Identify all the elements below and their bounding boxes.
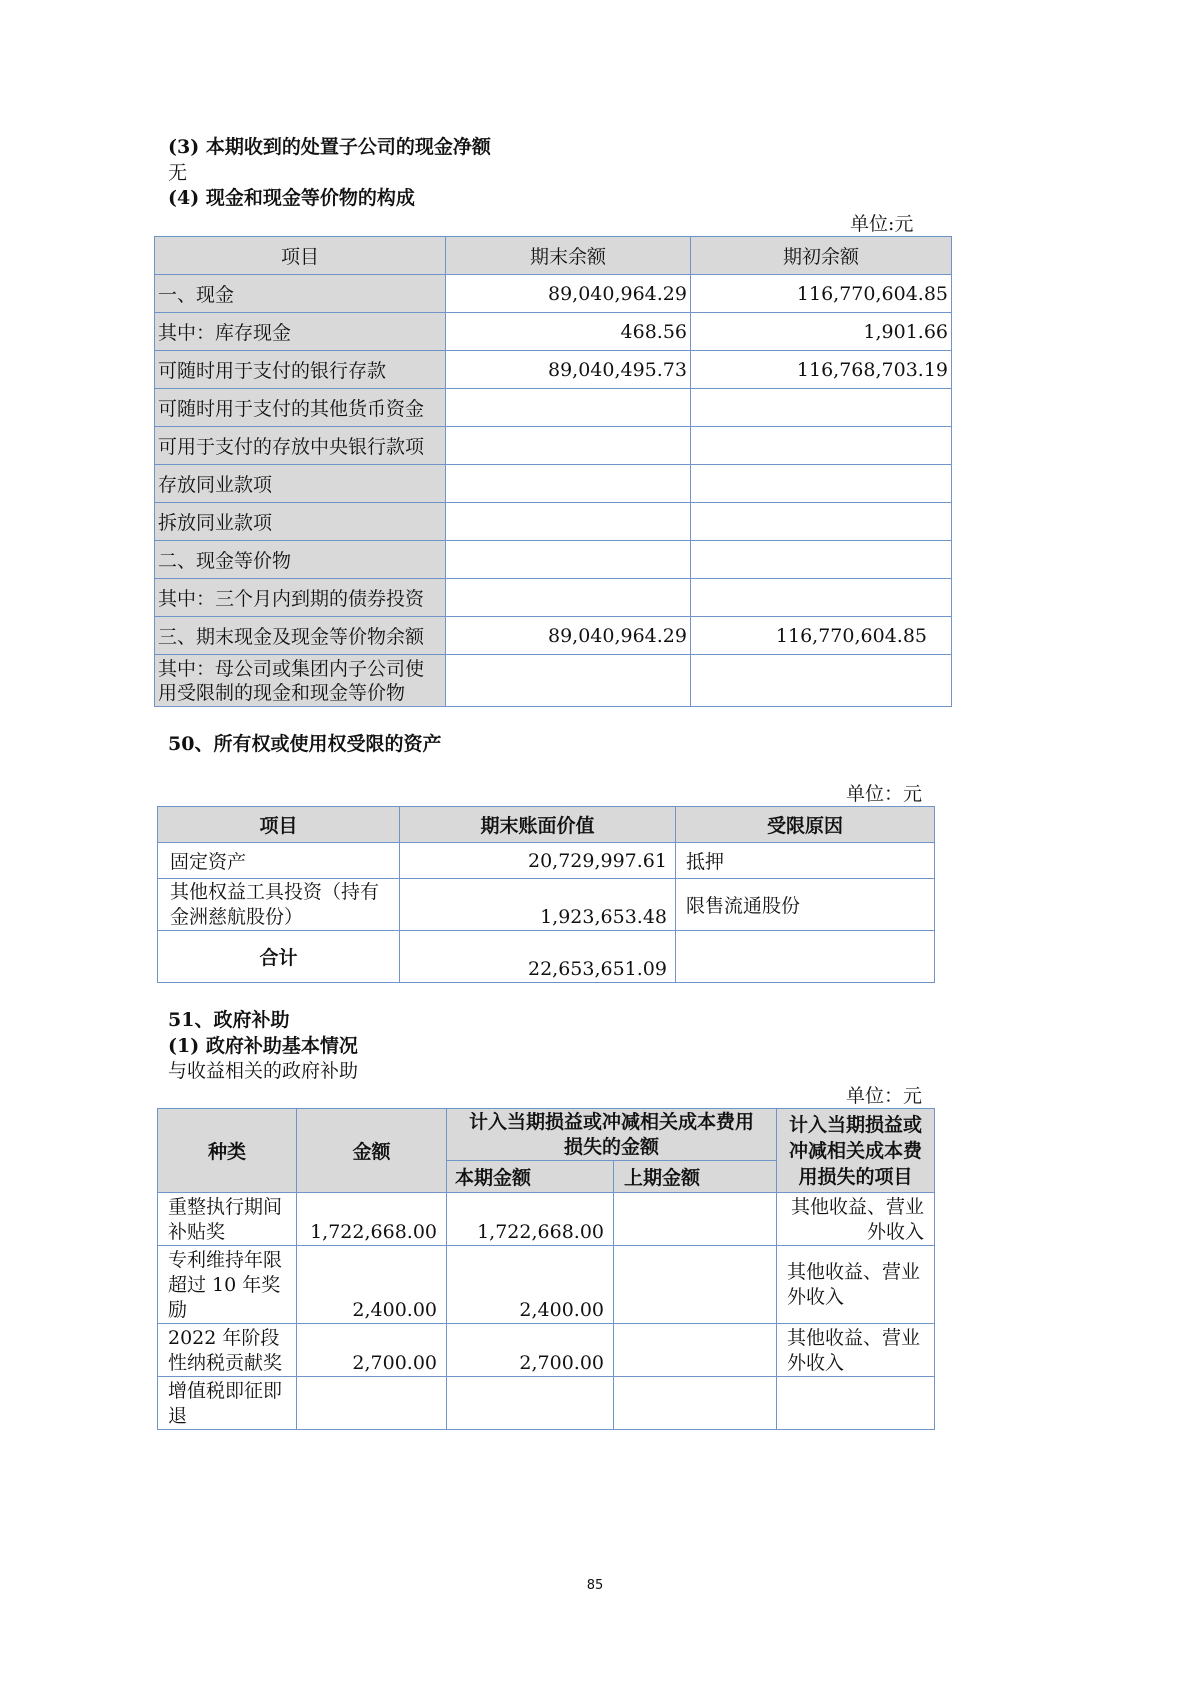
unit-label: 单位：元 [846, 783, 923, 805]
row-amount [297, 1377, 447, 1430]
section-50-title: 50、所有权或使用权受限的资产 [168, 733, 442, 755]
row-begin-value: 116,770,604.85 [691, 617, 952, 655]
row-end-value: 89,040,495.73 [446, 351, 691, 389]
section-51-subtitle: (1) 政府补助基本情况 [168, 1035, 358, 1057]
row-begin-value [691, 503, 952, 541]
row-label: 一、现金 [155, 275, 446, 313]
row-label: 可用于支付的存放中央银行款项 [155, 427, 446, 465]
page-number: 85 [586, 1578, 604, 1593]
section-3-body: 无 [168, 162, 188, 184]
table-total-row [158, 931, 935, 983]
unit-label: 单位:元 [850, 213, 914, 235]
header-restriction-reason: 受限原因 [676, 807, 935, 843]
table-row [155, 389, 952, 427]
header-begin-balance: 期初余额 [691, 237, 952, 275]
table-row [155, 427, 952, 465]
header-item: 计入当期损益或冲减相关成本费用损失的项目 [777, 1109, 935, 1193]
row-label: 其中：库存现金 [155, 313, 446, 351]
header-type: 种类 [158, 1109, 297, 1193]
row-type: 增值税即征即退 [158, 1377, 297, 1430]
table-row [155, 617, 952, 655]
table-row [155, 351, 952, 389]
row-label: 固定资产 [158, 843, 400, 879]
row-end-value [446, 503, 691, 541]
header-previous: 上期金额 [614, 1161, 777, 1193]
total-reason [676, 931, 935, 983]
table-header-row [158, 807, 935, 843]
table-row [158, 1324, 935, 1377]
table-row [155, 275, 952, 313]
table-row [155, 313, 952, 351]
row-label: 存放同业款项 [155, 465, 446, 503]
row-item: 其他收益、营业外收入 [777, 1324, 935, 1377]
row-begin-value [691, 541, 952, 579]
row-label: 可随时用于支付的银行存款 [155, 351, 446, 389]
row-end-value [446, 427, 691, 465]
row-amount: 2,400.00 [297, 1246, 447, 1324]
row-previous [614, 1193, 777, 1246]
header-item: 项目 [158, 807, 400, 843]
section-4-title: (4) 现金和现金等价物的构成 [168, 187, 415, 209]
row-reason: 抵押 [676, 843, 935, 879]
row-reason: 限售流通股份 [676, 879, 935, 931]
header-current: 本期金额 [447, 1161, 614, 1193]
row-end-value [446, 389, 691, 427]
row-begin-value: 1,901.66 [691, 313, 952, 351]
table-row [158, 879, 935, 931]
row-book-value: 20,729,997.61 [400, 843, 676, 879]
row-previous [614, 1246, 777, 1324]
table-row [155, 541, 952, 579]
total-label: 合计 [158, 931, 400, 983]
table-row [158, 1377, 935, 1430]
row-end-value: 468.56 [446, 313, 691, 351]
table-row [155, 503, 952, 541]
row-end-value: 89,040,964.29 [446, 275, 691, 313]
row-end-value [446, 465, 691, 503]
row-end-value: 89,040,964.29 [446, 617, 691, 655]
section-51-desc: 与收益相关的政府补助 [168, 1060, 359, 1082]
row-previous [614, 1377, 777, 1430]
row-label: 可随时用于支付的其他货币资金 [155, 389, 446, 427]
table-row [158, 1193, 935, 1246]
row-type: 重整执行期间补贴奖 [158, 1193, 297, 1246]
row-amount: 1,722,668.00 [297, 1193, 447, 1246]
header-group: 计入当期损益或冲减相关成本费用损失的金额 [447, 1109, 777, 1161]
government-grants-table [157, 1108, 935, 1430]
row-begin-value [691, 389, 952, 427]
row-amount: 2,700.00 [297, 1324, 447, 1377]
row-previous [614, 1324, 777, 1377]
table-row [158, 1246, 935, 1324]
row-begin-value [691, 427, 952, 465]
row-begin-value [691, 579, 952, 617]
table-row [158, 843, 935, 879]
row-type: 专利维持年限超过 10 年奖励 [158, 1246, 297, 1324]
row-label: 拆放同业款项 [155, 503, 446, 541]
header-book-value: 期末账面价值 [400, 807, 676, 843]
row-begin-value [691, 655, 952, 707]
row-begin-value: 116,770,604.85 [691, 275, 952, 313]
row-item [777, 1377, 935, 1430]
table-header-row [158, 1109, 935, 1161]
header-amount: 金额 [297, 1109, 447, 1193]
row-label: 其中：三个月内到期的债券投资 [155, 579, 446, 617]
row-label: 三、期末现金及现金等价物余额 [155, 617, 446, 655]
row-end-value [446, 579, 691, 617]
row-book-value: 1,923,653.48 [400, 879, 676, 931]
row-label: 其他权益工具投资（持有金洲慈航股份） [158, 879, 400, 931]
row-begin-value [691, 465, 952, 503]
row-current: 2,400.00 [447, 1246, 614, 1324]
row-current [447, 1377, 614, 1430]
row-label: 二、现金等价物 [155, 541, 446, 579]
total-book-value: 22,653,651.09 [400, 931, 676, 983]
header-end-balance: 期末余额 [446, 237, 691, 275]
row-item: 其他收益、营业外收入 [777, 1246, 935, 1324]
table-row [155, 579, 952, 617]
header-item: 项目 [155, 237, 446, 275]
row-item: 其他收益、营业外收入 [777, 1193, 935, 1246]
cash-equivalents-table [154, 236, 952, 707]
row-begin-value: 116,768,703.19 [691, 351, 952, 389]
row-end-value [446, 541, 691, 579]
table-header-row [155, 237, 952, 275]
unit-label: 单位：元 [846, 1085, 923, 1107]
row-end-value [446, 655, 691, 707]
row-current: 2,700.00 [447, 1324, 614, 1377]
section-51-title: 51、政府补助 [168, 1009, 290, 1031]
row-type: 2022 年阶段性纳税贡献奖 [158, 1324, 297, 1377]
row-current: 1,722,668.00 [447, 1193, 614, 1246]
table-row [155, 465, 952, 503]
section-3-title: (3) 本期收到的处置子公司的现金净额 [168, 136, 491, 158]
row-label: 其中：母公司或集团内子公司使用受限制的现金和现金等价物 [155, 655, 446, 707]
table-row [155, 655, 952, 707]
restricted-assets-table [157, 806, 935, 983]
